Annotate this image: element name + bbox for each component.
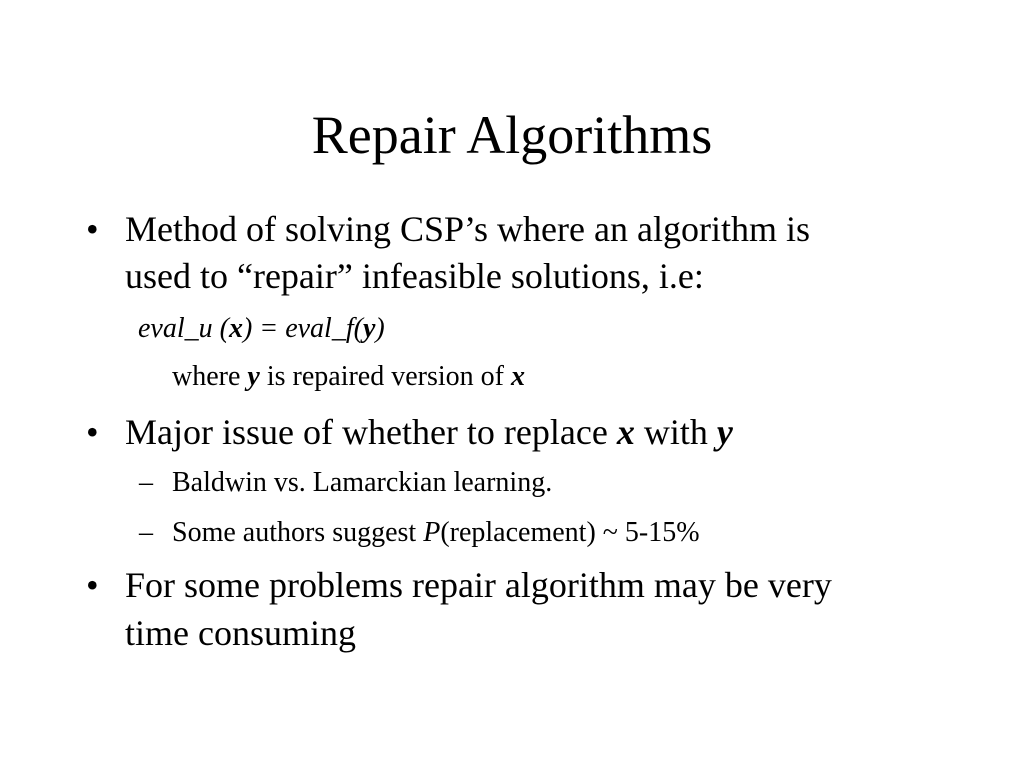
bullet-1-line-1: Method of solving CSP’s where an algorithm is	[125, 209, 810, 249]
bullet-marker: •	[86, 209, 99, 249]
formula-var-x: x	[228, 313, 243, 344]
where-prefix: where	[172, 361, 248, 392]
dash-marker: –	[139, 467, 153, 498]
bullet-marker: •	[86, 565, 99, 605]
slide-title: Repair Algorithms	[311, 105, 713, 165]
bullet-2-line	[125, 409, 733, 455]
where-var-y: y	[247, 361, 260, 392]
bullet-2-middle: with	[634, 412, 717, 452]
formula-var-y: y	[362, 313, 376, 344]
bullet-2-prefix: Major issue of whether to replace	[125, 412, 617, 452]
bullet-1-line-2: used to “repair” infeasible solutions, i.e:	[125, 256, 704, 296]
formula-lhs-fn: eval_u (	[138, 313, 229, 344]
bullet-marker: •	[86, 412, 99, 452]
formula-close: )	[375, 313, 385, 344]
sub-2-var-p: P	[423, 517, 441, 548]
bullet-3-line-1: For some problems repair algorithm may be very	[125, 565, 832, 605]
dash-marker: –	[139, 517, 153, 548]
formula-line	[138, 311, 385, 347]
sub-2-prefix: Some authors suggest	[172, 517, 424, 548]
where-middle: is repaired version of	[259, 361, 511, 392]
sub-bullet-2	[172, 515, 700, 551]
formula-mid: ) = eval_f(	[242, 313, 363, 344]
bullet-3-line-2: time consuming	[125, 613, 356, 653]
sub-bullet-1: Baldwin vs. Lamarckian learning.	[172, 467, 553, 498]
bullet-2-var-y: y	[716, 412, 733, 452]
sub-2-suffix: (replacement) ~ 5-15%	[440, 517, 700, 548]
where-var-x: x	[510, 361, 525, 392]
where-line	[172, 359, 525, 395]
bullet-2-var-x: x	[616, 412, 635, 452]
